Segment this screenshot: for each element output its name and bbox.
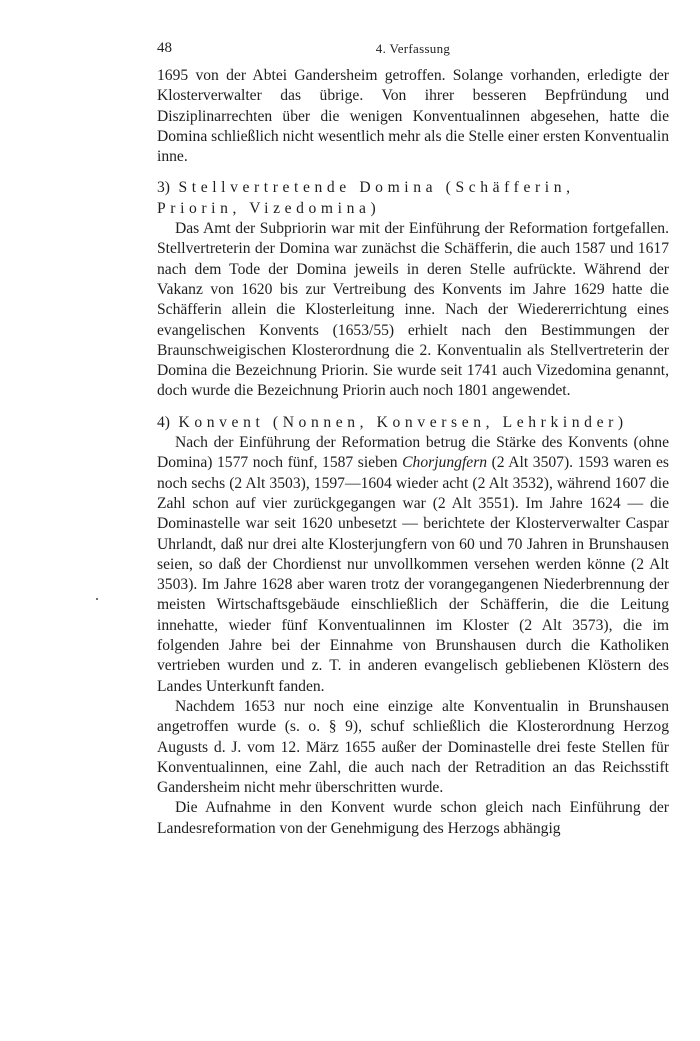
section-title-line-1: Stellvertretende Domina (Schäfferin, [178, 179, 575, 197]
page [157, 40, 669, 839]
section-title: Konvent (Nonnen, Konversen, Lehrkinder) [178, 413, 628, 431]
paragraph: Die Aufnahme in den Konvent wurde schon gleich nach Einführung der Landesreformation von der Genehmigung des Herzogs abhängig [157, 799, 669, 837]
paragraph-section-3: Das Amt der Subpriorin war mit der Einführung der Reformation fortgefallen. Stellvertreterin der Domina war zunächst die Schäfferin, die auch 1587 und 1617 nach dem Tode der Domina jeweils in deren Stelle aufrückte. Während der Vakanz von 1620 bis zur Vertreibung des Konvents im Jahre 1629 hatte die Schäfferin allein die Klosterleitung inne. Nach der Wiedererrichtung eines evangelischen Konvents (1653/55) erhielt nach den Bestimmungen der Braunschweigischen Klosterordnung die 2. Konventualin als Stellvertreterin der Domina die Bezeichnung Priorin. Sie wurde seit 1741 auch Vizedomina genannt, doch wurde die Bezeichnung Priorin auch noch 1801 angewendet. [157, 220, 669, 400]
section-heading-3 [157, 178, 669, 219]
section-heading-4 [157, 413, 669, 433]
paragraph-text: Nach der Einführung der Reformation betrug die Stärke des Konvents (ohne Domina) 1577 noch fünf, 1587 sieben [157, 434, 669, 472]
paragraph: Nachdem 1653 nur noch eine einzige alte Konventualin in Brunshausen angetroffen wurde (s. o. § 9), schuf schließlich die Klosterordnung Herzog Augusts d. J. vom 12. März 1655 außer der Dominastelle drei feste Stellen für Konventualinnen, eine Zahl, die auch nach der Retradition an das Reichsstift Gandersheim nicht mehr überschritten wurde. [157, 697, 669, 797]
paragraph-section-4 [157, 433, 669, 697]
section-title-line-2: Priorin, Vizedomina) [157, 199, 381, 217]
margin-mark [96, 598, 98, 600]
paragraph-text: (2 Alt 3507). 1593 waren es noch sechs (2 Alt 3503), 1597—1604 wieder acht (2 Alt 3532), während 1607 die Zahl schon auf vier zurückgegangen war (2 Alt 3551). Im Jahre 1624 — die Dominastelle war seit 1620 unbesetzt — berichtete der Klosterverwalter Caspar Uhrlandt, daß nur drei alte Klosterjungfern von 60 und 70 Jahren in Brunshausen seien, so daß der Chordienst nur unvollkommen versehen werden könne (2 Alt 3503). Im Jahre 1628 aber waren trotz der vorangegangenen Niederbrennung der meisten Wirtschaftsgebäude einschließlich der Schäfferin, die die Leitung innehatte, wieder fünf Konventualinnen im Kloster (2 Alt 3573), die im folgenden Jahre bei der Einnahme von Brunshausen durch die Katholiken vertrieben wurden und z. T. in anderen evangelisch gebliebenen Klöstern des Landes Unterkunft fanden. [157, 454, 669, 695]
paragraph-continuation: 1695 von der Abtei Gandersheim getroffen. Solange vorhanden, erledigte der Klosterverwalter das übrige. Von ihrer besseren Bepfründung und Disziplinarrechten über die wenigen Konventualinnen abgesehen, hatte die Domina schließlich nicht wesentlich mehr als die Stelle einer ersten Konventualin inne. [157, 67, 669, 166]
section-number: 4) [157, 413, 170, 431]
running-head: 4. Verfassung [375, 41, 451, 56]
page-header [157, 40, 669, 66]
page-number: 48 [157, 40, 172, 56]
emphasis-term: Chorjungfern [402, 454, 488, 472]
section-number: 3) [157, 179, 170, 197]
